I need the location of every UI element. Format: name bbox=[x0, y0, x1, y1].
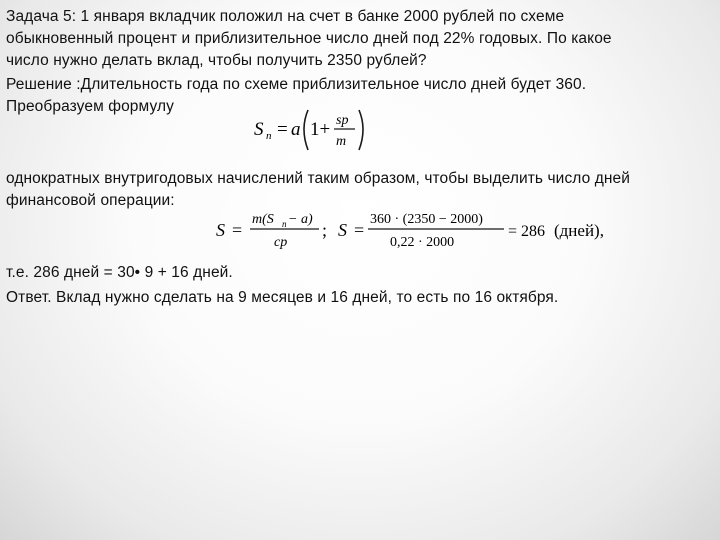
formula-denominator: m bbox=[336, 134, 347, 149]
formula2-numerator-subscript: n bbox=[282, 219, 287, 229]
formula-coefficient: a bbox=[291, 119, 301, 140]
formula-left-paren bbox=[304, 110, 308, 150]
formula2-unit: (дней), bbox=[554, 221, 604, 240]
result-paragraph bbox=[6, 262, 720, 284]
solution-line: Преобразуем формулу bbox=[6, 98, 174, 115]
formula-one-plus: 1+ bbox=[310, 119, 331, 140]
task-paragraph bbox=[6, 6, 720, 72]
formula2-result: = 286 bbox=[508, 223, 546, 240]
formula2-equals2: = bbox=[354, 220, 365, 240]
formula2-equals: = bbox=[232, 220, 243, 240]
formula2-numerator2: 360 · (2350 − 2000) bbox=[370, 212, 483, 227]
task-line: Задача 5: 1 января вкладчик положил на счет в банке 2000 рублей по схеме bbox=[6, 8, 565, 25]
formula-lhs: S bbox=[254, 119, 264, 140]
formula-right-paren bbox=[359, 110, 363, 150]
formula2-numerator-b: − a) bbox=[288, 212, 313, 227]
answer-line: Ответ. Вклад нужно сделать на 9 месяцев и 16 дней, то есть по 16 октября. bbox=[6, 289, 559, 306]
formula-numerator: sp bbox=[336, 113, 349, 128]
formula2-lhs2: S bbox=[338, 220, 347, 240]
formula2-separator: ; bbox=[322, 220, 328, 240]
formula-days bbox=[212, 206, 622, 254]
formula-equals: = bbox=[277, 119, 288, 140]
formula2-denominator2: 0,22 · 2000 bbox=[390, 235, 455, 250]
formula-days-svg bbox=[212, 206, 622, 254]
formula2-lhs: S bbox=[216, 220, 225, 240]
formula-lhs-subscript: n bbox=[266, 130, 272, 142]
formula2-numerator-a: m(S bbox=[252, 212, 274, 227]
task-line: обыкновенный процент и приблизительное число дней под 22% годовых. По какое bbox=[6, 30, 612, 47]
result-line-calculation: т.е. 286 дней = 30• 9 + 16 дней. bbox=[6, 264, 233, 281]
formula-accumulation bbox=[250, 104, 380, 154]
formula-accumulation-svg bbox=[250, 104, 380, 154]
middle-line: однократных внутригодовых начислений таким образом, чтобы выделить число дней bbox=[6, 170, 631, 187]
answer-paragraph bbox=[6, 287, 720, 309]
formula2-denominator: cp bbox=[274, 235, 288, 250]
task-line: число нужно делать вклад, чтобы получить 2350 рублей? bbox=[6, 52, 427, 69]
middle-line: финансовой операции: bbox=[6, 192, 175, 209]
solution-line: Решение :Длительность года по схеме приблизительное число дней будет 360. bbox=[6, 76, 587, 93]
